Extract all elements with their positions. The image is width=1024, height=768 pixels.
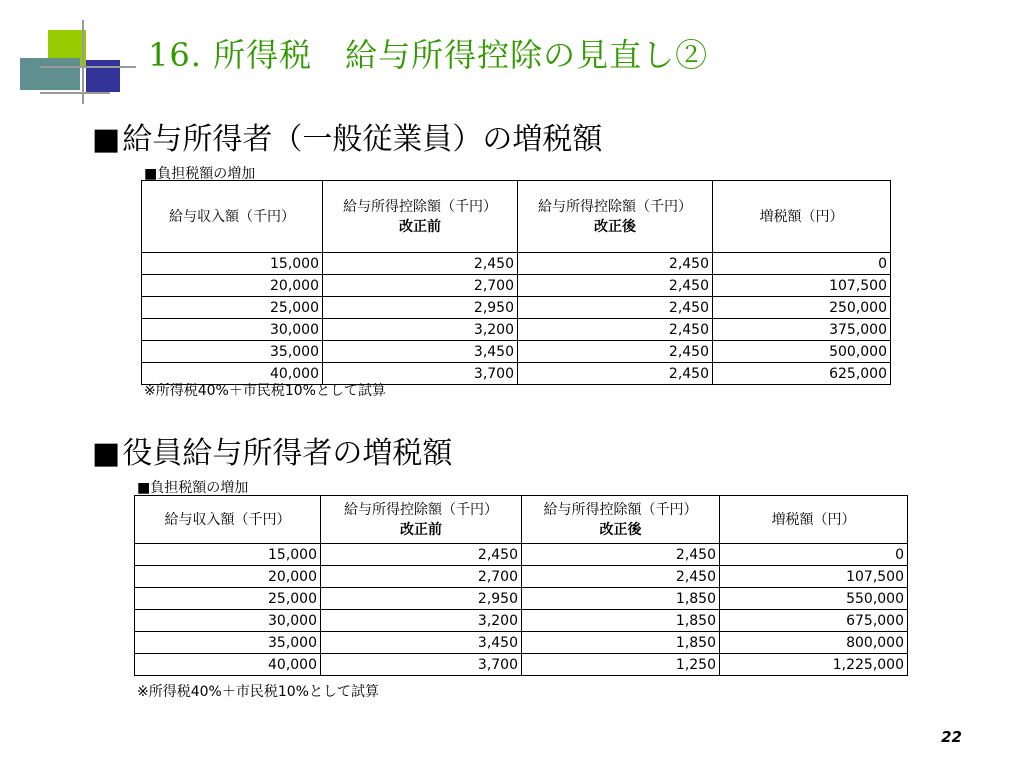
table-row xyxy=(135,588,908,610)
header-deduction-after: 給与所得控除額（千円） 改正後 xyxy=(518,181,713,253)
cell-tax-increase: 107,500 xyxy=(720,566,908,588)
tax-increase-table-employees xyxy=(141,180,891,385)
logo-teal-square xyxy=(20,58,80,90)
cell-deduction-after: 2,450 xyxy=(522,566,720,588)
cell-deduction-before: 2,450 xyxy=(323,253,518,275)
cell-deduction-after: 2,450 xyxy=(518,253,713,275)
cell-deduction-after: 2,450 xyxy=(522,544,720,566)
logo-horizontal-line xyxy=(40,66,136,68)
page-number: 22 xyxy=(941,728,962,746)
cell-deduction-before: 3,450 xyxy=(323,341,518,363)
cell-tax-increase: 0 xyxy=(713,253,891,275)
cell-tax-increase: 675,000 xyxy=(720,610,908,632)
table-row xyxy=(135,544,908,566)
section-heading-executives xyxy=(92,428,452,472)
cell-deduction-after: 1,850 xyxy=(522,610,720,632)
tax-increase-table-executives xyxy=(134,495,908,676)
cell-deduction-before: 2,950 xyxy=(321,588,522,610)
table-row xyxy=(142,275,891,297)
cell-deduction-after: 1,850 xyxy=(522,632,720,654)
cell-income: 40,000 xyxy=(135,654,321,676)
table-caption: ■負担税額の増加 xyxy=(144,166,256,182)
header-tax-increase: 増税額（円） xyxy=(720,496,908,544)
cell-income: 20,000 xyxy=(142,275,323,297)
header-deduction-before: 給与所得控除額（千円） 改正前 xyxy=(321,496,522,544)
table-row xyxy=(135,566,908,588)
section-heading-employees xyxy=(92,114,602,158)
cell-deduction-before: 2,700 xyxy=(323,275,518,297)
section-heading-text: 役員給与所得者の増税額 xyxy=(122,436,453,471)
logo-horizontal-line-lower xyxy=(40,92,110,94)
cell-deduction-before: 3,200 xyxy=(321,610,522,632)
cell-deduction-after: 2,450 xyxy=(518,297,713,319)
section-heading-text: 給与所得者（一般従業員）の増税額 xyxy=(122,122,603,157)
cell-income: 30,000 xyxy=(135,610,321,632)
calculation-note: ※所得税40%＋市民税10%として試算 xyxy=(144,383,386,399)
cell-income: 40,000 xyxy=(142,363,323,385)
table-row xyxy=(142,341,891,363)
cell-income: 20,000 xyxy=(135,566,321,588)
table-header-row xyxy=(142,181,891,253)
calculation-note: ※所得税40%＋市民税10%として試算 xyxy=(137,684,379,700)
table-header-row xyxy=(135,496,908,544)
logo-blue-square xyxy=(86,60,120,92)
cell-tax-increase: 0 xyxy=(720,544,908,566)
cell-deduction-before: 2,450 xyxy=(321,544,522,566)
cell-tax-increase: 250,000 xyxy=(713,297,891,319)
cell-income: 30,000 xyxy=(142,319,323,341)
cell-deduction-before: 3,700 xyxy=(323,363,518,385)
cell-tax-increase: 550,000 xyxy=(720,588,908,610)
cell-deduction-before: 3,450 xyxy=(321,632,522,654)
cell-deduction-before: 3,200 xyxy=(323,319,518,341)
cell-tax-increase: 375,000 xyxy=(713,319,891,341)
table-row xyxy=(142,319,891,341)
table-row xyxy=(142,297,891,319)
cell-deduction-before: 2,700 xyxy=(321,566,522,588)
header-income: 給与収入額（千円） xyxy=(142,181,323,253)
cell-income: 35,000 xyxy=(142,341,323,363)
cell-deduction-after: 1,850 xyxy=(522,588,720,610)
header-deduction-before: 給与所得控除額（千円） 改正前 xyxy=(323,181,518,253)
table-row xyxy=(142,253,891,275)
table-caption: ■負担税額の増加 xyxy=(137,480,249,496)
cell-deduction-after: 2,450 xyxy=(518,363,713,385)
header-deduction-after: 給与所得控除額（千円） 改正後 xyxy=(522,496,720,544)
cell-income: 15,000 xyxy=(135,544,321,566)
cell-tax-increase: 107,500 xyxy=(713,275,891,297)
cell-deduction-after: 2,450 xyxy=(518,341,713,363)
table-row xyxy=(135,654,908,676)
cell-income: 35,000 xyxy=(135,632,321,654)
slide-title: 16. 所得税 給与所得控除の見直し② xyxy=(148,36,709,74)
header-tax-increase: 増税額（円） xyxy=(713,181,891,253)
cell-income: 15,000 xyxy=(142,253,323,275)
header-income: 給与収入額（千円） xyxy=(135,496,321,544)
square-bullet-icon: ■ xyxy=(92,122,121,157)
cell-tax-increase: 800,000 xyxy=(720,632,908,654)
slide-logo xyxy=(0,0,140,110)
cell-deduction-after: 2,450 xyxy=(518,319,713,341)
table-row xyxy=(135,632,908,654)
cell-tax-increase: 500,000 xyxy=(713,341,891,363)
cell-deduction-before: 2,950 xyxy=(323,297,518,319)
cell-tax-increase: 625,000 xyxy=(713,363,891,385)
square-bullet-icon: ■ xyxy=(92,436,121,471)
cell-deduction-before: 3,700 xyxy=(321,654,522,676)
cell-income: 25,000 xyxy=(135,588,321,610)
cell-deduction-after: 1,250 xyxy=(522,654,720,676)
cell-tax-increase: 1,225,000 xyxy=(720,654,908,676)
cell-income: 25,000 xyxy=(142,297,323,319)
table-row xyxy=(135,610,908,632)
cell-deduction-after: 2,450 xyxy=(518,275,713,297)
